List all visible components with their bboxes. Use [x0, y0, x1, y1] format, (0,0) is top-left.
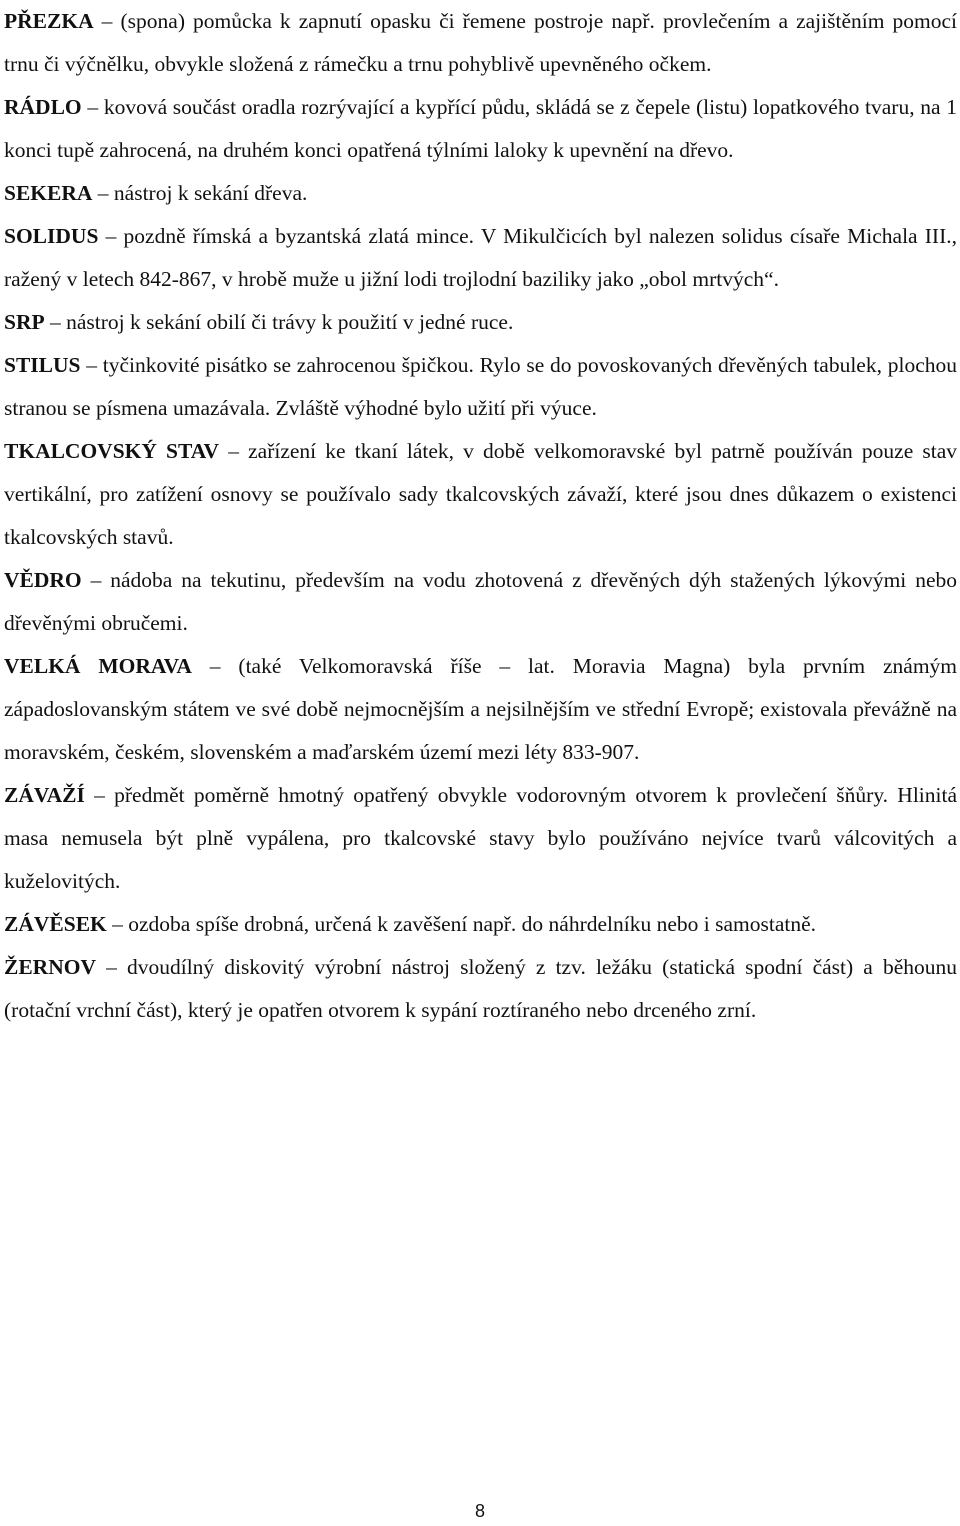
- glossary-term: VĚDRO: [4, 568, 82, 592]
- glossary-definition: předmět poměrně hmotný opatřený obvykle vodorovným otvorem k provlečení šňůry. Hlinitá masa nemusela být plně vypálena, pro tkalcovské stavy bylo používáno nejvíce tvarů válcovitých a kuželovitých.: [4, 783, 958, 893]
- glossary-entry-velka-morava: [4, 645, 957, 774]
- glossary-definition: nástroj k sekání dřeva.: [113, 181, 308, 205]
- glossary-definition: (také Velkomoravská říše – lat. Moravia Magna) byla prvním známým západoslovanským státem ve své době nejmocnějším a nejsilnějším ve střední Evropě; existovala převážně na moravském, českém, slovenském a maďarském území mezi léty 833-907.: [4, 654, 958, 764]
- entry-separator: –: [87, 95, 99, 119]
- glossary-term: ŽERNOV: [4, 955, 96, 979]
- glossary-entry-sekera: [4, 172, 957, 215]
- glossary-entry-solidus: [4, 215, 957, 301]
- entry-separator: –: [106, 955, 117, 979]
- entry-separator: –: [50, 310, 61, 334]
- entry-separator: –: [112, 912, 123, 936]
- entry-separator: –: [90, 568, 102, 592]
- glossary-entry-vedro: [4, 559, 957, 645]
- entry-separator: –: [101, 9, 113, 33]
- glossary-term: SEKERA: [4, 181, 93, 205]
- glossary-definition: tyčinkovité pisátko se zahrocenou špičkou. Rylo se do povoskovaných dřevěných tabulek, plochou stranou se písmena umazávala. Zvláště výhodné bylo užití při výuce.: [4, 353, 957, 420]
- glossary-term: PŘEZKA: [4, 9, 94, 33]
- glossary-entry-zavesek: [4, 903, 957, 946]
- glossary-definition: zařízení ke tkaní látek, v době velkomoravské byl patrně používán pouze stav vertikální, pro zatížení osnovy se používalo sady tkalcovských závaží, které jsou dnes důkazem o existenci tkalcovských stavů.: [4, 439, 958, 549]
- glossary-definition: nástroj k sekání obilí či trávy k použití v jedné ruce.: [66, 310, 514, 334]
- entry-separator: –: [209, 654, 221, 678]
- glossary-term: VELKÁ MORAVA: [4, 654, 192, 678]
- glossary-term: SOLIDUS: [4, 224, 99, 248]
- glossary-entry-zavazi: [4, 774, 957, 903]
- glossary-page: [4, 0, 957, 1032]
- entry-separator: –: [94, 783, 105, 807]
- glossary-entry-tkalcovsky-stav: [4, 430, 957, 559]
- glossary-definition: ozdoba spíše drobná, určená k zavěšení např. do náhrdelníku nebo i samostatně.: [128, 912, 817, 936]
- page-number: 8: [474, 1501, 485, 1521]
- glossary-entry-prezka: [4, 0, 957, 86]
- glossary-entry-srp: [4, 301, 957, 344]
- entry-separator: –: [97, 181, 109, 205]
- glossary-definition: dvoudílný diskovitý výrobní nástroj složený z tzv. ležáku (statická spodní část) a běhounu (rotační vrchní část), který je opatřen otvorem k sypání roztíraného nebo drceného zrní.: [4, 955, 957, 1022]
- glossary-term: SRP: [4, 310, 45, 334]
- glossary-term: TKALCOVSKÝ STAV: [4, 439, 220, 463]
- entry-separator: –: [228, 439, 239, 463]
- glossary-definition: kovová součást oradla rozrývající a kypřící půdu, skládá se z čepele (listu) lopatkového tvaru, na 1 konci tupě zahrocená, na druhém konci opatřená týlními laloky k upevnění na dřevo.: [4, 95, 958, 162]
- glossary-definition: pozdně římská a byzantská zlatá mince. V Mikulčicích byl nalezen solidus císaře Michala III., ražený v letech 842-867, v hrobě muže u jižní lodi trojlodní baziliky jako „obol mrtvých“.: [4, 224, 957, 291]
- glossary-term: ZÁVĚSEK: [4, 912, 107, 936]
- glossary-term: STILUS: [4, 353, 81, 377]
- glossary-entry-zernov: [4, 946, 957, 1032]
- glossary-term: ZÁVAŽÍ: [4, 783, 85, 807]
- glossary-entry-radlo: [4, 86, 957, 172]
- glossary-entry-stilus: [4, 344, 957, 430]
- entry-separator: –: [86, 353, 98, 377]
- glossary-term: RÁDLO: [4, 95, 82, 119]
- glossary-definition: (spona) pomůcka k zapnutí opasku či řemene postroje např. provlečením a zajištěním pomocí trnu či výčnělku, obvykle složená z rámečku a trnu pohyblivě upevněného očkem.: [4, 9, 958, 76]
- entry-separator: –: [105, 224, 117, 248]
- glossary-definition: nádoba na tekutinu, především na vodu zhotovená z dřevěných dýh stažených lýkovými nebo dřevěnými obručemi.: [4, 568, 957, 635]
